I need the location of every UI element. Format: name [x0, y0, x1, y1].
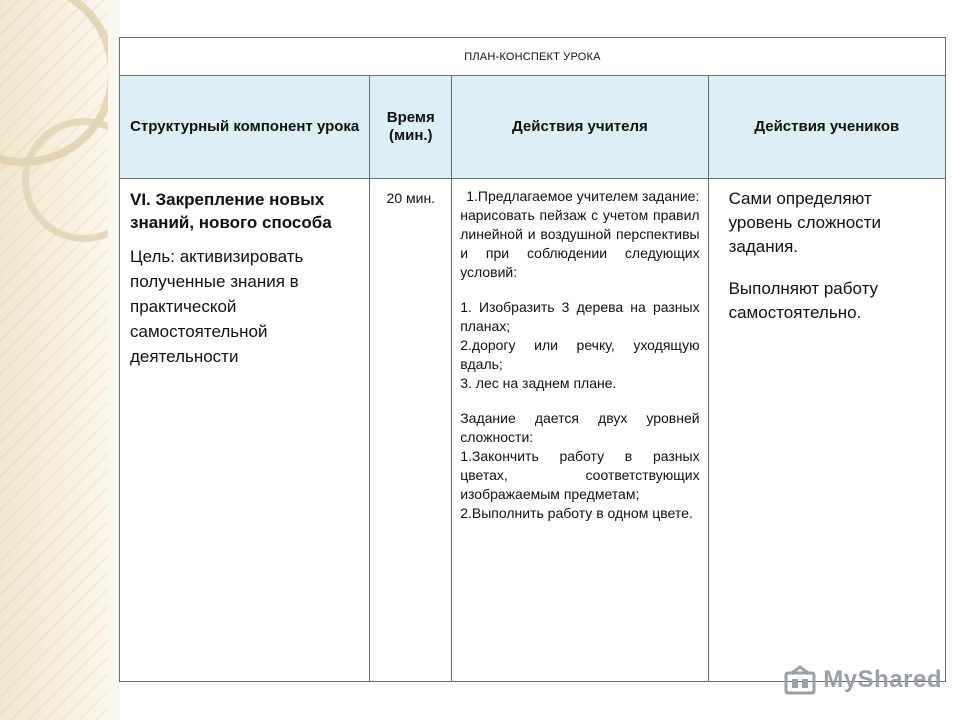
duration: 20 мин.: [386, 190, 436, 206]
students-line: Сами определяют уровень сложности задания.: [728, 189, 881, 256]
header-time: Время (мин.): [370, 76, 452, 178]
time-cell: [370, 179, 452, 682]
teacher-line: 2.Выполнить работу в одном цвете.: [460, 505, 693, 521]
teacher-line: 1.Предлагаемое учителем задание:: [466, 188, 700, 204]
stage-goal: Цель: активизировать полученные знания в практической самостоятельной деятельности: [130, 247, 304, 366]
teacher-line: 2.дорогу или речку, уходящую вдаль;: [460, 337, 700, 372]
teacher-line: Задание дается двух уровней сложности:: [460, 410, 700, 445]
header-teacher: Действия учителя: [452, 76, 708, 178]
component-cell: [120, 179, 370, 682]
header-row: [120, 76, 945, 179]
watermark: [783, 665, 942, 695]
table-row: [120, 179, 945, 682]
table-title: ПЛАН-КОНСПЕКТ УРОКА: [120, 38, 945, 76]
teacher-line: 3. лес на заднем плане.: [460, 375, 617, 391]
header-component: Структурный компонент урока: [120, 76, 370, 178]
lesson-plan-table: [119, 37, 946, 682]
watermark-text: MyShared: [823, 666, 942, 693]
students-line: Выполняют работу самостоятельно.: [728, 279, 879, 322]
decorative-background: [0, 0, 108, 720]
header-students: Действия учеников: [754, 118, 900, 135]
myshared-logo-icon: [783, 665, 817, 695]
teacher-cell: [452, 179, 708, 682]
stage-title: VI. Закрепление новых знаний, нового способа: [130, 190, 332, 232]
teacher-line: 1.Закончить работу в разных цветах, соответствующих изображаемым предметам;: [460, 448, 700, 502]
teacher-line: нарисовать пейзаж с учетом правил линейной и воздушной перспективы и при соблюдении следующих условий:: [460, 207, 700, 280]
students-cell: [709, 179, 945, 682]
teacher-line: 1. Изобразить 3 дерева на разных планах;: [460, 299, 700, 334]
